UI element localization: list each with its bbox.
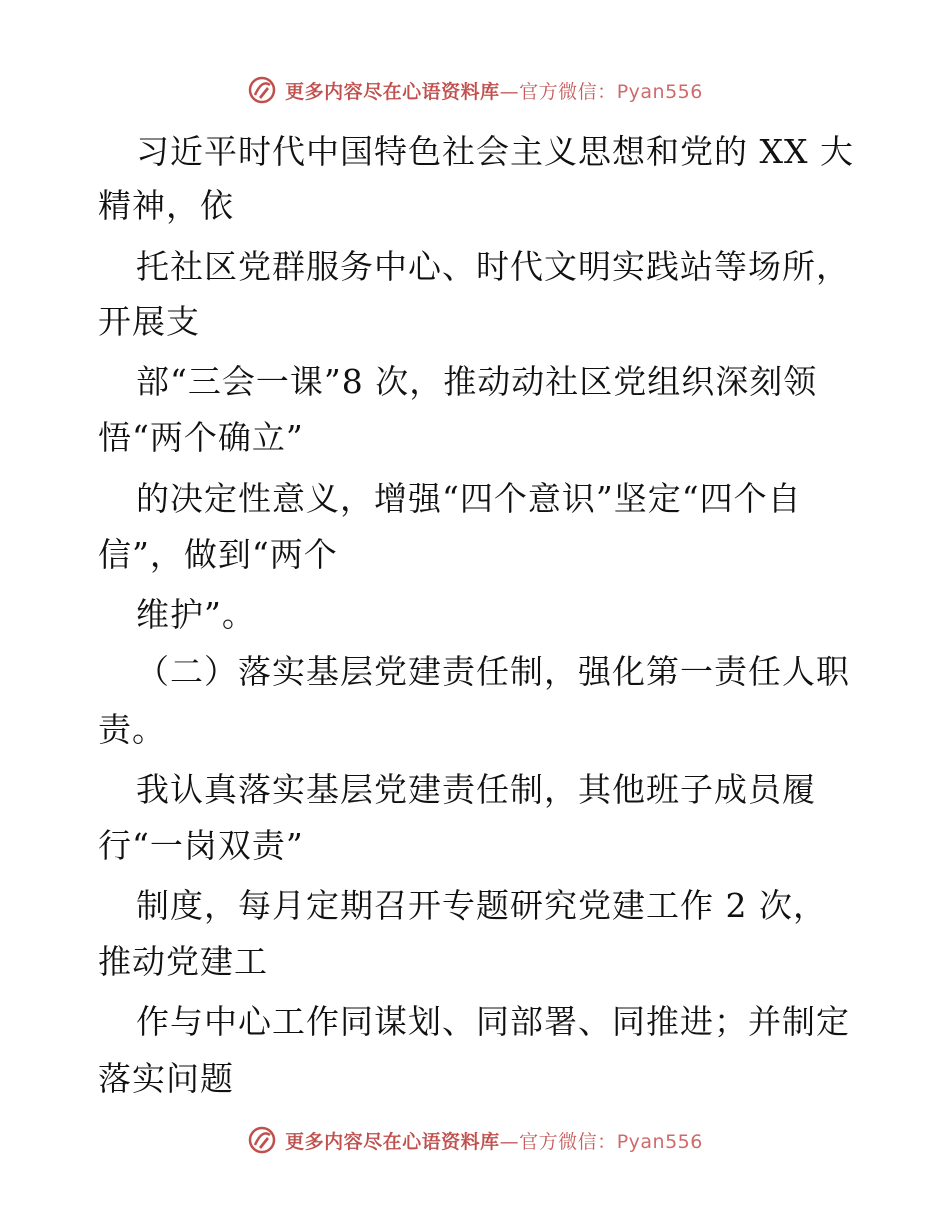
watermark-text bbox=[285, 1127, 703, 1154]
text-line: 悟“两个确立” bbox=[98, 418, 304, 457]
text-line: 落实问题 bbox=[98, 1059, 234, 1098]
text-line: 行“一岗双责” bbox=[98, 826, 304, 865]
text-line: 作与中心工作同谋划、同部署、同推进；并制定 bbox=[136, 1002, 850, 1041]
watermark-account: Pyan556 bbox=[616, 1130, 703, 1153]
text-line: 责。 bbox=[98, 710, 166, 749]
text-line: 信”，做到“两个 bbox=[98, 535, 338, 574]
section-heading: （二）落实基层党建责任制，强化第一责任人职 bbox=[136, 652, 850, 691]
watermark-account: Pyan556 bbox=[616, 80, 703, 103]
watermark-brand: 更多内容尽在心语资料库 bbox=[285, 1130, 500, 1153]
header-watermark bbox=[0, 70, 950, 110]
pen-nib-swirl-icon bbox=[247, 1125, 277, 1155]
watermark-text bbox=[285, 77, 703, 104]
watermark-suffix: 官方微信： bbox=[519, 1130, 617, 1153]
text-line: 维护”。 bbox=[136, 595, 256, 634]
text-line: 部“三会一课”8 次，推动动社区党组织深刻领 bbox=[136, 362, 818, 401]
text-line: 制度，每月定期召开专题研究党建工作 2 次， bbox=[136, 886, 827, 925]
text-line: 开展支 bbox=[98, 302, 200, 341]
text-line: 的决定性意义，增强“四个意识”坚定“四个自 bbox=[136, 479, 802, 518]
watermark-suffix: 官方微信： bbox=[519, 80, 617, 103]
text-line: 托社区党群服务中心、时代文明实践站等场所， bbox=[136, 247, 850, 286]
text-line: 习近平时代中国特色社会主义思想和党的 XX 大 bbox=[136, 132, 854, 171]
text-line: 精神，依 bbox=[98, 186, 234, 225]
text-line: 推动党建工 bbox=[98, 942, 268, 981]
watermark-brand: 更多内容尽在心语资料库 bbox=[285, 80, 500, 103]
watermark-dash: — bbox=[499, 1130, 520, 1153]
watermark-dash: — bbox=[499, 80, 520, 103]
footer-watermark bbox=[0, 1120, 950, 1160]
pen-nib-swirl-icon bbox=[247, 75, 277, 105]
text-line: 我认真落实基层党建责任制，其他班子成员履 bbox=[136, 770, 816, 809]
